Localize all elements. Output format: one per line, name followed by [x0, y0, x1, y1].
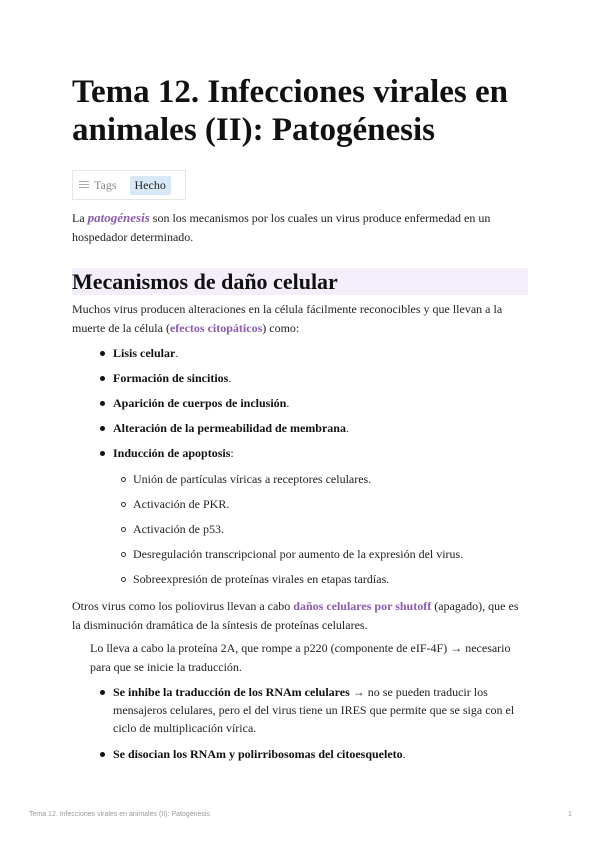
term-danos-shutoff: daños celulares por shutoff [293, 599, 432, 613]
sub-bullet-circle [121, 577, 126, 582]
paragraph-efectos: Muchos virus producen alteraciones en la célula fácilmente reconocibles y que llevan a la muerte de la célula (efectos citopáticos) como: [72, 302, 503, 335]
sub-list-item: Activación de PKR. [133, 497, 230, 511]
tag-hecho[interactable]: Hecho [130, 176, 171, 195]
sub-bullet-circle [121, 477, 126, 482]
list-item: Inducción de apoptosis: [113, 446, 234, 460]
footer-title: Tema 12. Infecciones virales en animales (II): Patogénesis [29, 811, 210, 818]
indented-paragraph: Lo lleva a cabo la proteína 2A, que rompe a p220 (componente de eIF-4F) → necesario para que se inicie la traducción. [90, 641, 511, 674]
sub-bullet-circle [121, 552, 126, 557]
list-item: Lisis celular. [113, 346, 179, 360]
intro-paragraph: La patogénesis son los mecanismos por los cuales un virus produce enfermedad en un hospedador determinado. [72, 210, 491, 244]
bullet-dot [100, 690, 105, 695]
list-item: Se disocian los RNAm y polirribosomas del citoesqueleto. [113, 747, 406, 761]
tags-property[interactable] [72, 170, 186, 200]
list-item: Se inhibe la traducción de los RNAm celulares → no se pueden traducir los mensajeros celulares, pero el del virus tiene un IRES que permite que se siga con el ciclo de multiplicación vírica. [113, 685, 515, 735]
bullet-dot [100, 376, 105, 381]
paragraph-shutoff: Otros virus como los poliovirus llevan a cabo daños celulares por shutoff (apagado), que es la disminución dramática de la síntesis de proteínas celulares. [72, 599, 519, 632]
sub-bullet-circle [121, 527, 126, 532]
list-item: Aparición de cuerpos de inclusión. [113, 396, 290, 410]
sub-list-item: Unión de partículas víricas a receptores celulares. [133, 472, 372, 486]
bullet-dot [100, 351, 105, 356]
list-item: Formación de sincitios. [113, 371, 232, 385]
sub-list-item: Sobreexpresión de proteínas virales en etapas tardías. [133, 572, 390, 586]
term-efectos-citopaticos: efectos citopáticos [169, 321, 263, 335]
bullet-dot [100, 451, 105, 456]
sub-list-item: Desregulación transcripcional por aumento de la expresión del virus. [133, 547, 464, 561]
list-item: Alteración de la permeabilidad de membrana. [113, 421, 349, 435]
bullet-dot [100, 401, 105, 406]
bullet-dot [100, 752, 105, 757]
sub-list-item: Activación de p53. [133, 522, 224, 536]
sub-bullet-circle [121, 502, 126, 507]
section-heading: Mecanismos de daño celular [72, 268, 528, 295]
footer-page-number: 1 [568, 811, 572, 818]
list-icon [79, 181, 89, 189]
tags-label: Tags [94, 177, 117, 192]
page-title: Tema 12. Infecciones virales en animales (II): Patogénesis [72, 74, 508, 148]
bullet-dot [100, 426, 105, 431]
term-patogenesis: patogénesis [87, 210, 150, 225]
